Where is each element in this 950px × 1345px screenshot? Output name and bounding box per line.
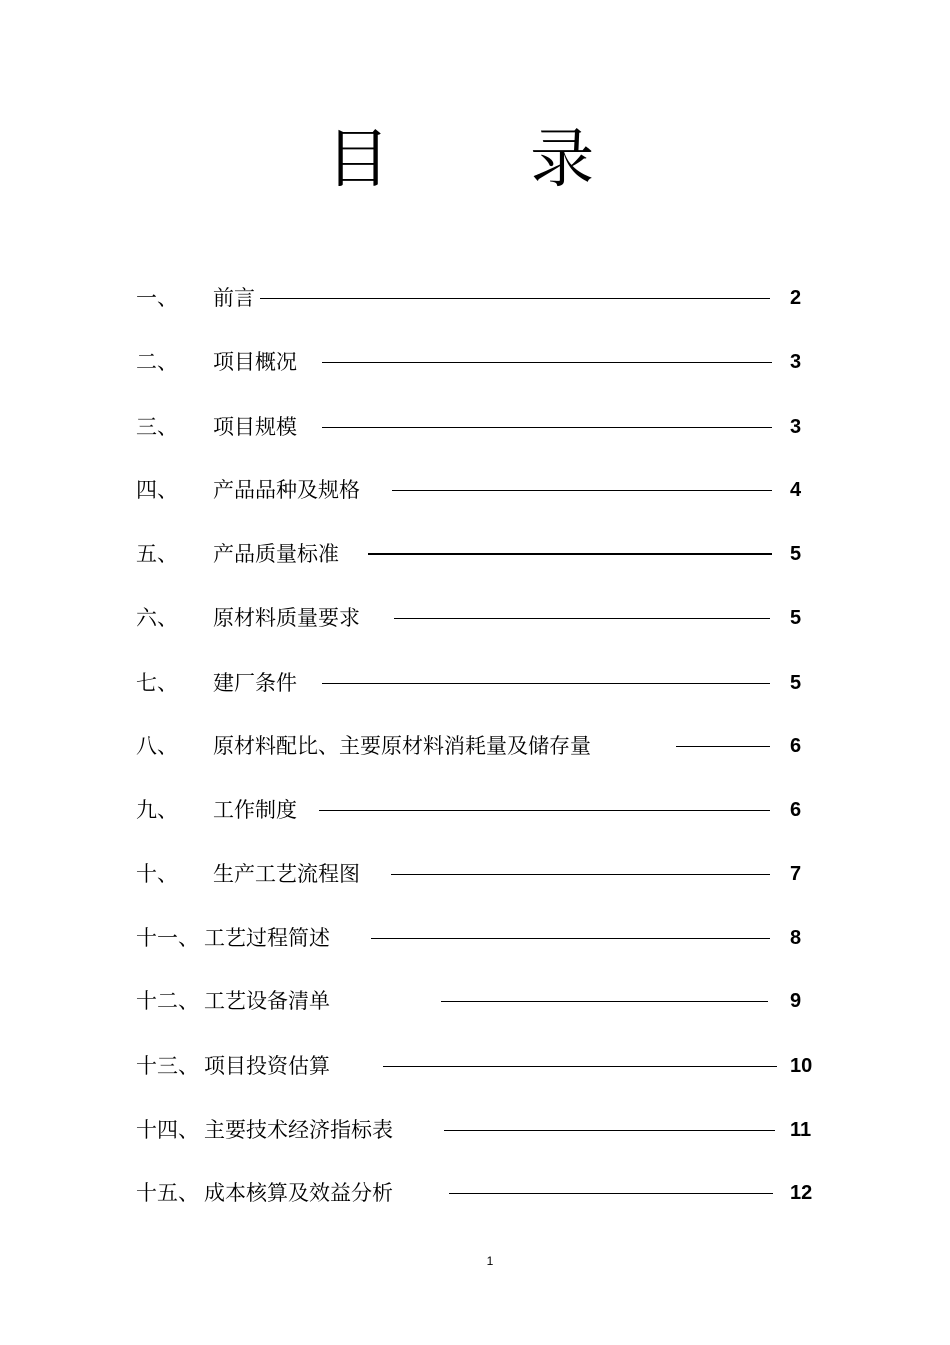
toc-entry[interactable] bbox=[0, 923, 950, 953]
toc-entry-label: 项目概况 bbox=[213, 350, 297, 374]
toc-entry-number: 十、 bbox=[136, 862, 178, 886]
toc-entry-label: 原材料质量要求 bbox=[213, 606, 360, 630]
toc-entry-number: 八、 bbox=[136, 734, 178, 758]
toc-entry-number: 五、 bbox=[136, 542, 178, 566]
toc-entry[interactable] bbox=[0, 1115, 950, 1145]
toc-leader-line bbox=[322, 683, 770, 684]
toc-entry-label: 前言 bbox=[213, 286, 255, 310]
toc-entry[interactable] bbox=[0, 475, 950, 505]
toc-entry[interactable] bbox=[0, 1051, 950, 1081]
toc-entry-page: 4 bbox=[790, 479, 802, 501]
toc-leader-line bbox=[391, 874, 770, 875]
toc-leader-line bbox=[322, 427, 772, 428]
toc-entry-label: 主要技术经济指标表 bbox=[204, 1118, 393, 1142]
toc-entry-page: 11 bbox=[790, 1119, 812, 1141]
toc-entry-number: 十三、 bbox=[136, 1054, 199, 1078]
toc-entry-number: 七、 bbox=[136, 671, 178, 695]
toc-entry-number: 二、 bbox=[136, 350, 178, 374]
toc-entry-page: 6 bbox=[790, 735, 802, 757]
toc-entry-number: 十五、 bbox=[136, 1181, 199, 1205]
toc-leader-line bbox=[441, 1001, 768, 1002]
toc-entry-label: 建厂条件 bbox=[213, 671, 297, 695]
toc-leader-line bbox=[319, 810, 770, 811]
toc-entry-number: 十四、 bbox=[136, 1118, 199, 1142]
toc-entry-number: 四、 bbox=[136, 478, 178, 502]
toc-entry-number: 九、 bbox=[136, 798, 178, 822]
toc-entry-label: 工作制度 bbox=[213, 798, 297, 822]
toc-entry-label: 产品质量标准 bbox=[213, 542, 339, 566]
toc-entry[interactable] bbox=[0, 603, 950, 633]
toc-entry-label: 生产工艺流程图 bbox=[213, 862, 360, 886]
toc-entry-label: 原材料配比、主要原材料消耗量及储存量 bbox=[213, 734, 591, 758]
toc-entry-label: 项目规模 bbox=[213, 415, 297, 439]
toc-entry-page: 12 bbox=[790, 1182, 813, 1204]
toc-leader-line bbox=[676, 746, 770, 747]
toc-entry-page: 5 bbox=[790, 607, 802, 629]
toc-leader-line bbox=[371, 938, 770, 939]
toc-entry-label: 成本核算及效益分析 bbox=[204, 1181, 393, 1205]
toc-entry-page: 5 bbox=[790, 672, 802, 694]
toc-entry-page: 8 bbox=[790, 927, 802, 949]
toc-entry[interactable] bbox=[0, 795, 950, 825]
toc-entry-number: 十一、 bbox=[136, 926, 199, 950]
toc-entry[interactable] bbox=[0, 347, 950, 377]
toc-leader-line bbox=[383, 1066, 777, 1067]
toc-entry[interactable] bbox=[0, 731, 950, 761]
toc-leader-line bbox=[368, 553, 772, 555]
toc-entry-page: 7 bbox=[790, 863, 802, 885]
toc-entry[interactable] bbox=[0, 986, 950, 1016]
toc-leader-line bbox=[392, 490, 772, 491]
toc-entry[interactable] bbox=[0, 859, 950, 889]
toc-entry-label: 工艺设备清单 bbox=[204, 989, 330, 1013]
toc-entry-page: 6 bbox=[790, 799, 802, 821]
toc-entry[interactable] bbox=[0, 283, 950, 313]
toc-entry[interactable] bbox=[0, 539, 950, 569]
toc-entry-page: 3 bbox=[790, 416, 802, 438]
page-title: 目 录 bbox=[325, 123, 655, 197]
toc-entry[interactable] bbox=[0, 1178, 950, 1208]
toc-entry-number: 十二、 bbox=[136, 989, 199, 1013]
toc-entry-label: 工艺过程简述 bbox=[204, 926, 330, 950]
toc-leader-line bbox=[394, 618, 770, 619]
toc-leader-line bbox=[260, 298, 770, 299]
toc-entry-page: 9 bbox=[790, 990, 802, 1012]
toc-entry[interactable] bbox=[0, 668, 950, 698]
toc-entry-number: 六、 bbox=[136, 606, 178, 630]
toc-entry-number: 三、 bbox=[136, 415, 178, 439]
toc-entry-page: 3 bbox=[790, 351, 802, 373]
toc-entry-page: 10 bbox=[790, 1055, 813, 1077]
toc-entry-page: 5 bbox=[790, 543, 802, 565]
toc-entry-label: 项目投资估算 bbox=[204, 1054, 330, 1078]
toc-entry[interactable] bbox=[0, 412, 950, 442]
page-number: 1 bbox=[486, 1254, 494, 1268]
toc-entry-number: 一、 bbox=[136, 286, 178, 310]
toc-entry-page: 2 bbox=[790, 287, 802, 309]
toc-leader-line bbox=[444, 1130, 775, 1131]
toc-entry-label: 产品品种及规格 bbox=[213, 478, 360, 502]
toc-leader-line bbox=[322, 362, 772, 363]
toc-leader-line bbox=[449, 1193, 773, 1194]
